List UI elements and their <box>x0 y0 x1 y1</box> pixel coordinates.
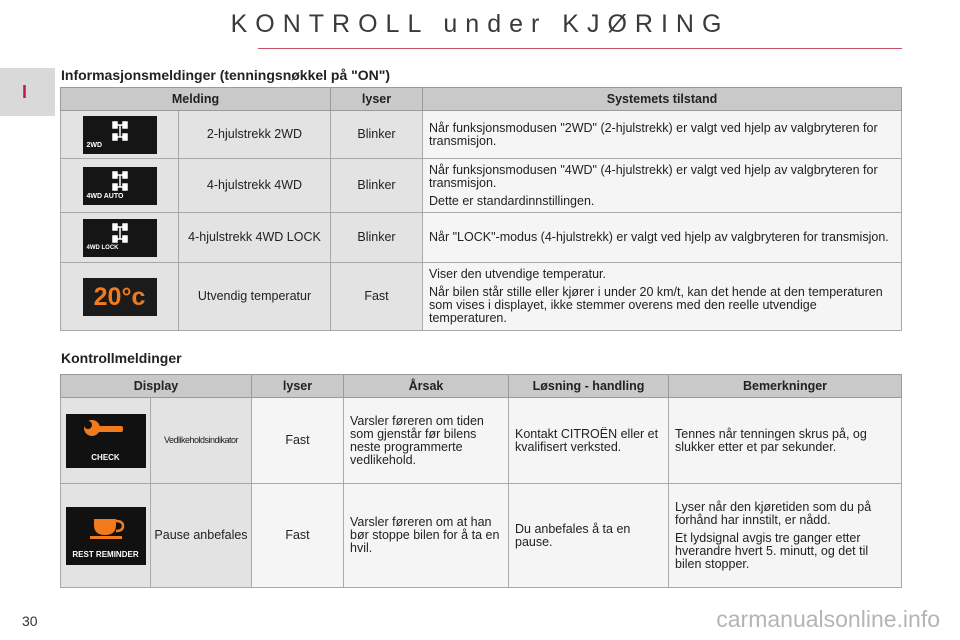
status-text: Viser den utvendige temperatur. <box>429 267 606 281</box>
message-cell: Utvendig temperatur <box>179 263 331 331</box>
page-title: KONTROLL under KJØRING <box>230 10 730 38</box>
light-cell: Blinker <box>331 213 423 263</box>
light-cell: Fast <box>252 398 344 484</box>
indicator-cell <box>61 159 179 213</box>
table-header-row <box>61 375 902 398</box>
status-cell <box>423 159 902 213</box>
status-cell <box>423 111 902 159</box>
info-messages-heading: Informasjonsmeldinger (tenningsnøkkel på "ON") <box>61 67 391 83</box>
indicator-cell <box>61 111 179 159</box>
message-cell: 2-hjulstrekk 2WD <box>179 111 331 159</box>
display-cell: Vedlikeholdsindikator <box>151 398 252 484</box>
column-header: Display <box>61 375 252 398</box>
table-row <box>61 213 902 263</box>
remarks-text: Et lydsignal avgis tre ganger etter hverandre hvert 5. minutt, og det til bilen stopper. <box>675 530 869 571</box>
title-divider <box>258 48 902 49</box>
indicator-cell <box>61 263 179 331</box>
status-text: Når funksjonsmodusen "4WD" (4-hjulstrekk) er valgt ved hjelp av valgbryteren for transmisjon. <box>429 162 878 190</box>
message-cell: 4-hjulstrekk 4WD LOCK <box>179 213 331 263</box>
column-header: Bemerkninger <box>669 375 902 398</box>
indicator-cell <box>61 484 151 588</box>
status-text: Når funksjonsmodusen "2WD" (2-hjulstrekk) er valgt ved hjelp av valgbryteren for transmisjon. <box>429 120 878 148</box>
status-text: Når bilen står stille eller kjører i under 20 km/t, kan det hende at den temperaturen som vises i displayet, ikke stemmer overens med den reelle utvendige temperaturen. <box>429 285 883 325</box>
coffee-cup-icon <box>66 507 146 565</box>
icon-caption: CHECK <box>91 452 120 462</box>
temperature-display-icon: 20°c <box>83 278 157 316</box>
icon-caption: 4WD AUTO <box>86 192 124 200</box>
chapter-tab[interactable] <box>0 68 55 116</box>
light-cell: Fast <box>252 484 344 588</box>
light-cell: Blinker <box>331 111 423 159</box>
light-cell: Fast <box>331 263 423 331</box>
control-messages-table <box>60 374 902 588</box>
cause-cell: Varsler føreren om at han bør stoppe bilen for å ta en hvil. <box>344 484 509 588</box>
remarks-text: Tennes når tenningen skrus på, og slukker etter et par sekunder. <box>675 426 867 454</box>
page-number: 30 <box>22 613 38 629</box>
icon-caption: 4WD LOCK <box>86 244 119 251</box>
column-header: lyser <box>252 375 344 398</box>
icon-caption: 2WD <box>86 141 103 149</box>
control-messages-heading: Kontrollmeldinger <box>61 350 182 366</box>
cause-cell: Varsler føreren om tiden som gjenstår før bilens neste programmerte vedlikehold. <box>344 398 509 484</box>
status-text: Når "LOCK"-modus (4-hjulstrekk) er valgt ved hjelp av valgbryteren for transmisjon. <box>429 230 889 244</box>
status-cell <box>423 263 902 331</box>
column-header: Systemets tilstand <box>423 88 902 111</box>
2wd-indicator-icon <box>83 116 157 154</box>
column-header: lyser <box>331 88 423 111</box>
column-header: Melding <box>61 88 331 111</box>
indicator-cell <box>61 398 151 484</box>
4wd-auto-indicator-icon <box>83 167 157 205</box>
site-watermark: carmanualsonline.info <box>716 606 940 632</box>
action-cell: Du anbefales å ta en pause. <box>509 484 669 588</box>
remarks-cell <box>669 398 902 484</box>
icon-caption: REST REMINDER <box>72 549 139 559</box>
remarks-cell <box>669 484 902 588</box>
info-messages-table <box>60 87 902 331</box>
4wd-lock-indicator-icon <box>83 219 157 257</box>
action-cell: Kontakt CITROËN eller et kvalifisert verksted. <box>509 398 669 484</box>
table-row <box>61 159 902 213</box>
light-cell: Blinker <box>331 159 423 213</box>
table-row <box>61 111 902 159</box>
column-header: Løsning - handling <box>509 375 669 398</box>
display-cell: Pause anbefales <box>151 484 252 588</box>
remarks-text: Lyser når den kjøretiden som du på forhånd har innstilt, er nådd. <box>675 499 872 527</box>
table-row <box>61 484 902 588</box>
table-header-row <box>61 88 902 111</box>
indicator-cell <box>61 213 179 263</box>
table-row <box>61 263 902 331</box>
status-cell <box>423 213 902 263</box>
chapter-tab-label: I <box>22 82 28 102</box>
table-row <box>61 398 902 484</box>
column-header: Årsak <box>344 375 509 398</box>
status-text: Dette er standardinnstillingen. <box>429 193 595 208</box>
wrench-check-icon <box>66 414 146 468</box>
message-cell: 4-hjulstrekk 4WD <box>179 159 331 213</box>
